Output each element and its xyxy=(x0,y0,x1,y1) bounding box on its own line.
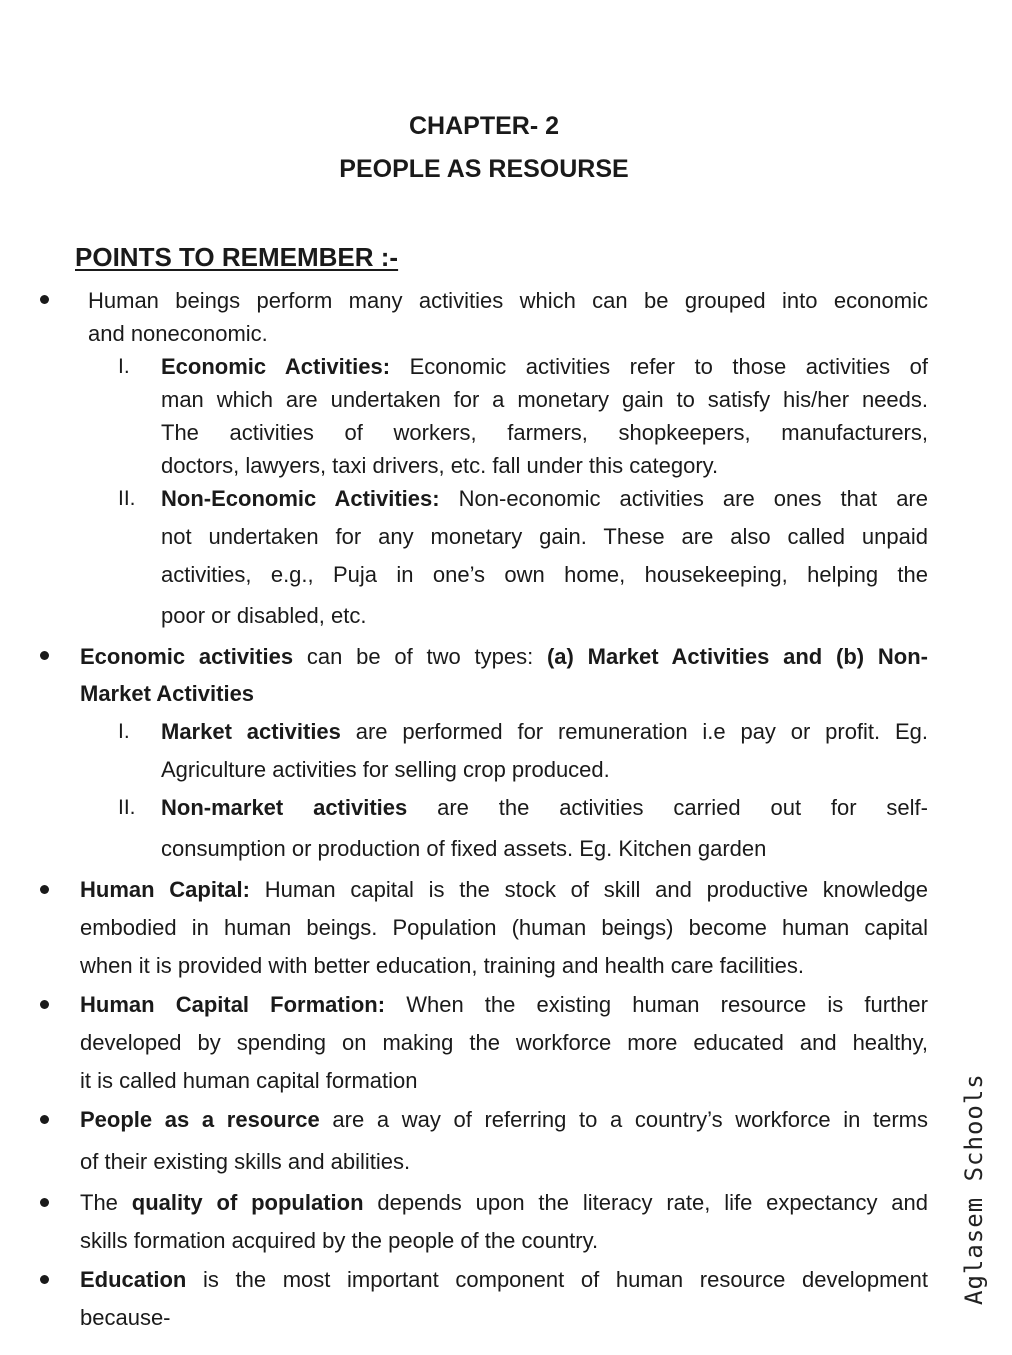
b2-text1: can be of two types: xyxy=(306,644,534,669)
nonecon-line1 xyxy=(161,485,928,513)
bullet-icon xyxy=(40,651,52,663)
b4-line3: it is called human capital formation xyxy=(80,1068,418,1093)
b3-line2: embodied in human beings. Population (human beings) become human capital xyxy=(80,915,928,940)
market-term: Market activities xyxy=(161,719,341,744)
bullet-icon xyxy=(40,885,52,897)
market-line1 xyxy=(161,718,928,746)
nonmarket-text1: are the activities carried out for self- xyxy=(437,795,928,820)
b5-line2: of their existing skills and abilities. xyxy=(80,1149,411,1174)
b6-text1: depends upon the literacy rate, life expectancy and xyxy=(377,1190,928,1215)
econ-line1 xyxy=(161,353,928,381)
bullet-icon xyxy=(40,1198,52,1210)
nonmarket-number: II. xyxy=(118,796,136,819)
nonmarket-term: Non-market activities xyxy=(161,795,408,820)
b5-text1: are a way of referring to a country’s workforce in terms xyxy=(332,1107,928,1132)
chapter-title: PEOPLE AS RESOURSE xyxy=(339,155,629,183)
b1-line2: and noneconomic. xyxy=(88,321,268,346)
bullet-icon xyxy=(40,295,52,307)
nonecon-text1: Non-economic activities are ones that are xyxy=(458,486,928,511)
b7-term: Education xyxy=(80,1267,187,1292)
nonecon-number: II. xyxy=(118,487,136,510)
b3-line3: when it is provided with better education, training and health care facilities. xyxy=(80,953,804,978)
market-number: I. xyxy=(118,720,130,743)
b1-line1: Human beings perform many activities which can be grouped into economic xyxy=(88,288,928,313)
bullet-icon xyxy=(40,1115,52,1127)
econ-number: I. xyxy=(118,355,130,378)
b4-text1: When the existing human resource is further xyxy=(406,992,928,1017)
econ-term: Economic Activities: xyxy=(161,354,391,379)
b6-line1 xyxy=(80,1189,928,1217)
nonecon-term: Non-Economic Activities: xyxy=(161,486,440,511)
b6-line2: skills formation acquired by the people of the country. xyxy=(80,1228,599,1253)
b7-text1: is the most important component of human resource development xyxy=(202,1267,928,1292)
b6-term: quality of population xyxy=(131,1190,364,1215)
nonecon-line4: poor or disabled, etc. xyxy=(161,603,367,628)
b4-term: Human Capital Formation: xyxy=(80,992,386,1017)
market-text1: are performed for remuneration i.e pay or profit. Eg. xyxy=(355,719,928,744)
bullet-icon xyxy=(40,1275,52,1287)
b4-line2: developed by spending on making the workforce more educated and healthy, xyxy=(80,1030,928,1055)
section-title: POINTS TO REMEMBER :- xyxy=(75,242,399,272)
econ-line4: doctors, lawyers, taxi drivers, etc. fall under this category. xyxy=(161,453,719,478)
nonmarket-line1 xyxy=(161,794,928,822)
b2-term3: Market Activities xyxy=(80,681,255,706)
bullet-icon xyxy=(40,1000,52,1012)
b4-line1 xyxy=(80,991,928,1019)
b5-term: People as a resource xyxy=(80,1107,320,1132)
b2-line1 xyxy=(80,643,928,671)
nonmarket-line2: consumption or production of fixed assets. Eg. Kitchen garden xyxy=(161,836,767,861)
econ-line2: man which are undertaken for a monetary gain to satisfy his/her needs. xyxy=(161,387,928,412)
econ-line3: The activities of workers, farmers, shopkeepers, manufacturers, xyxy=(161,420,928,445)
b3-term: Human Capital: xyxy=(80,877,250,902)
b2-line2 xyxy=(80,680,254,708)
b2-term1: Economic activities xyxy=(80,644,294,669)
nonecon-line3: activities, e.g., Puja in one’s own home, housekeeping, helping the xyxy=(161,562,928,587)
b7-line2: because- xyxy=(80,1305,171,1330)
b6-pre: The xyxy=(80,1190,118,1215)
market-line2: Agriculture activities for selling crop produced. xyxy=(161,757,610,782)
b5-line1 xyxy=(80,1106,928,1134)
b3-line1 xyxy=(80,876,928,904)
watermark: Aglasem Schools xyxy=(960,1073,988,1305)
econ-text1: Economic activities refer to those activities of xyxy=(409,354,928,379)
b2-term2: (a) Market Activities and (b) Non- xyxy=(546,644,928,669)
nonecon-line2: not undertaken for any monetary gain. These are also called unpaid xyxy=(161,524,928,549)
b7-line1 xyxy=(80,1266,928,1294)
chapter-number: CHAPTER- 2 xyxy=(408,112,559,140)
b3-text1: Human capital is the stock of skill and productive knowledge xyxy=(264,877,928,902)
